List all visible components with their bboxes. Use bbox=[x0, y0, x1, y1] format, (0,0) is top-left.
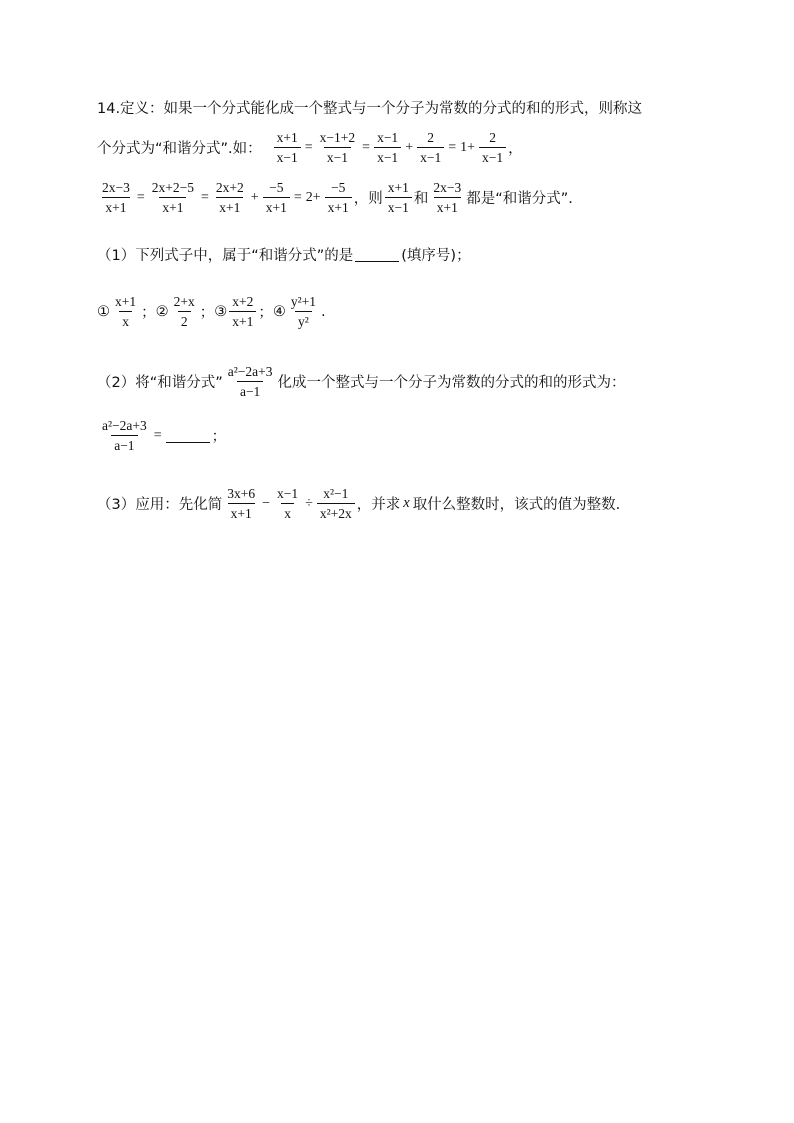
fraction: $\frac{\text{x²−1}}{\text{x²+2x}}$ bbox=[317, 486, 355, 521]
fraction: $\frac{2}{x-1}$ bbox=[479, 130, 506, 165]
definition-line-1 bbox=[97, 97, 642, 118]
fraction: $\frac{2x-3}{x+1}$ bbox=[102, 180, 130, 215]
question-2-answer: $\frac{\text{a²−2a+3}}{a-1}$ = ； bbox=[97, 418, 226, 453]
option-fraction: $\frac{\text{y²+1}}{\text{y²}}$ bbox=[290, 294, 317, 329]
example-line-2: $\frac{2x-3}{x+1}$ = $\frac{2x+2-5}{x+1}$ = $\frac{2x+2}{x+1}$ + $\frac{-5}{x+1}$ = 2+ $\frac{-5}{x+1}$ ，则 $\frac{x+1}{x-1}$ 和 $\frac{2x-3}{x+1}$ 都是“和谐分式”. bbox=[97, 180, 573, 215]
option-fraction: $\frac{x+2}{x+1}$ bbox=[229, 294, 256, 329]
fraction: $\frac{x-1}{x}$ bbox=[277, 486, 299, 521]
fraction: $\frac{\text{a²−2a+3}}{a-1}$ bbox=[227, 364, 273, 399]
question-3: （3）应用：先化简 $\frac{3x+6}{x+1}$ − $\frac{x-1}{x}$ ÷ $\frac{\text{x²−1}}{\text{x²+2x}}$ ，并求 x 取什么整数时，该式的值为整数. bbox=[97, 486, 621, 521]
answer-blank[interactable] bbox=[166, 428, 210, 443]
option-fraction: $\frac{2+x}{2}$ bbox=[173, 294, 195, 329]
fraction: $\frac{2}{x-1}$ bbox=[417, 130, 444, 165]
fraction: $\frac{2x+2-5}{x+1}$ bbox=[151, 180, 195, 215]
definition-text-2: 个分式为“和谐分式”.如： bbox=[97, 141, 262, 157]
answer-blank[interactable] bbox=[355, 247, 399, 262]
options-line: ① $\frac{x+1}{x}$ ； ② $\frac{2+x}{2}$ ； ③ $\frac{x+2}{x+1}$ ； ④ $\frac{\text{y²+1}}{\text{y²}}$ . bbox=[97, 294, 326, 329]
option-fraction: $\frac{x+1}{x}$ bbox=[115, 294, 137, 329]
fraction: $\frac{\text{a²−2a+3}}{a-1}$ bbox=[102, 418, 147, 453]
fraction: $\frac{-5}{x+1}$ bbox=[263, 180, 290, 215]
question-2: （2）将“和谐分式” $\frac{\text{a²−2a+3}}{a-1}$ 化成一个整式与一个分子为常数的分式的和的形式为： bbox=[97, 364, 626, 399]
fraction: $\frac{-5}{x+1}$ bbox=[325, 180, 352, 215]
fraction: $\frac{x-1+2}{x-1}$ bbox=[319, 130, 356, 165]
example-line-1: 个分式为“和谐分式”.如： $\frac{x+1}{x-1}$ = $\frac{x-1+2}{x-1}$ = $\frac{x-1}{x-1}$ + $\frac{2}{x-1}$ = 1+ $\frac{2}{x-1}$ ， bbox=[97, 130, 523, 165]
definition-text: 14.定义：如果一个分式能化成一个整式与一个分子为常数的分式的和的形式，则称这 bbox=[97, 101, 643, 117]
fraction: $\frac{2x+2}{x+1}$ bbox=[215, 180, 244, 215]
question-1: （1）下列式子中，属于“和谐分式”的是 (填序号)； bbox=[97, 248, 471, 264]
fraction: $\frac{x-1}{x-1}$ bbox=[374, 130, 401, 165]
fraction: $\frac{x+1}{x-1}$ bbox=[385, 180, 412, 215]
fraction: $\frac{2x-3}{x+1}$ bbox=[433, 180, 462, 215]
fraction: $\frac{x+1}{x-1}$ bbox=[274, 130, 301, 165]
fraction: $\frac{3x+6}{x+1}$ bbox=[227, 486, 256, 521]
